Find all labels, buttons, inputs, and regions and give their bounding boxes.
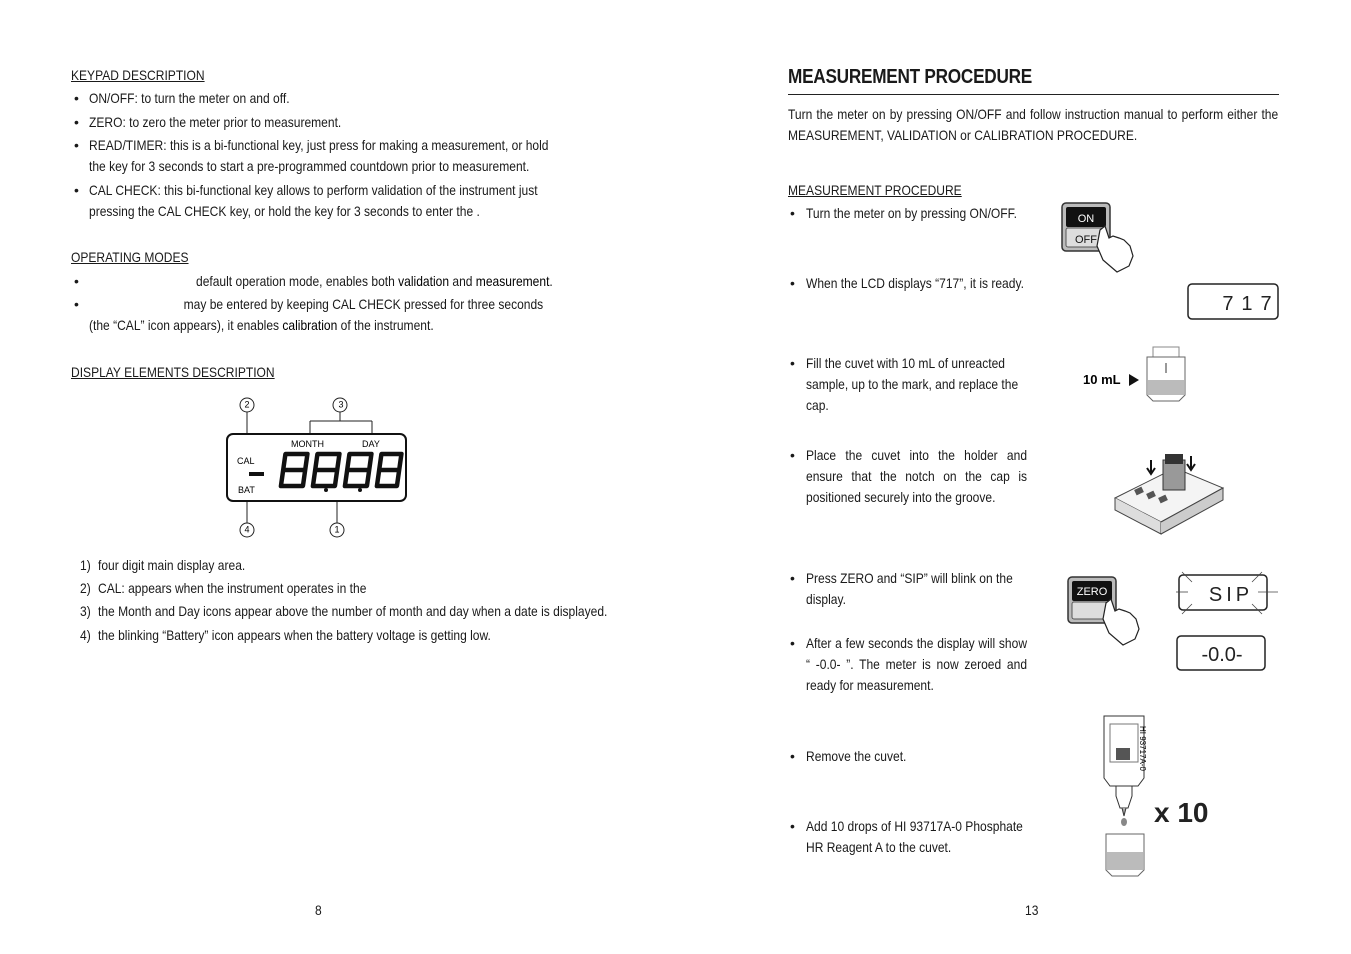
- display-item-text: CAL: appears when the instrument operates in the: [98, 580, 367, 596]
- callout-1: 1: [334, 524, 340, 535]
- bold-validation: validation: [398, 273, 450, 289]
- callout-2: 2: [244, 399, 250, 410]
- lcd-bat-label: BAT: [238, 485, 255, 495]
- page-number-left: 8: [315, 902, 322, 918]
- right-page: [676, 0, 1351, 954]
- fill-volume-label: 10 mL: [1083, 372, 1121, 387]
- bottle-label: HI 93717A-0: [1138, 726, 1147, 771]
- operating-modes-heading: OPERATING MODES: [71, 249, 189, 265]
- on-key-label: ON: [1077, 213, 1095, 225]
- mode-measurement-text: default operation mode, enables both validation and measurement.: [196, 273, 553, 289]
- bullet: •: [790, 355, 795, 371]
- callout-4: 4: [244, 524, 250, 535]
- page-title: MEASUREMENT PROCEDURE: [788, 66, 1033, 88]
- step-4-text: Place the cuvet into the holder and ensure that the notch on the cap is positioned securely into the groove.: [806, 447, 1028, 505]
- meter-holder-illustration: [1113, 448, 1225, 538]
- bullet: •: [790, 447, 795, 463]
- step-2-text: When the LCD displays “717”, it is ready.: [806, 275, 1024, 291]
- bullet: •: [74, 90, 79, 106]
- step-1-text: Turn the meter on by pressing ON/OFF.: [806, 205, 1018, 221]
- display-item-number: 4): [80, 627, 91, 643]
- step-5-text: Press ZERO and “SIP” will blink on the display.: [806, 570, 1013, 607]
- lcd-minus-segment: [249, 472, 264, 476]
- step-3-text: Fill the cuvet with 10 mL of unreacted sample, up to the mark, and replace the cap.: [806, 355, 1019, 413]
- lcd-month-label: MONTH: [291, 439, 324, 449]
- measurement-subheading: MEASUREMENT PROCEDURE: [788, 182, 962, 198]
- step-7-text: Remove the cuvet.: [806, 748, 907, 764]
- bullet: •: [790, 818, 795, 834]
- page-number-right: 13: [1025, 902, 1039, 918]
- keypad-heading: KEYPAD DESCRIPTION: [71, 67, 205, 83]
- bold-measurement: measurement: [475, 273, 550, 289]
- display-item-number: 1): [80, 557, 91, 573]
- bullet: •: [790, 570, 795, 586]
- drops-count-label: x 10: [1154, 797, 1209, 828]
- lcd-day-label: DAY: [362, 439, 380, 449]
- display-item-text: the blinking “Battery” icon appears when the battery voltage is getting low.: [98, 627, 491, 643]
- keypad-item-cal-check: CAL CHECK: this bi-functional key allows to perform validation of the instrument just pressing the CAL CHECK key, or hold the key for 3 seconds to enter the .: [89, 182, 538, 219]
- hand-pointer-icon: [1097, 226, 1133, 272]
- intro-paragraph: Turn the meter on by pressing ON/OFF and follow instruction manual to perform either the MEASUREMENT, VALIDATION or CALIBRATION PROCEDURE.: [788, 106, 1279, 143]
- bold-calibration: calibration: [282, 317, 338, 333]
- zero-key-illustration: [1066, 575, 1156, 647]
- display-elements-heading: DISPLAY ELEMENTS DESCRIPTION: [71, 364, 275, 380]
- bullet: •: [74, 182, 79, 198]
- reagent-bottle-illustration: [1096, 712, 1236, 878]
- hand-pointer-icon: [1103, 599, 1139, 645]
- display-item-number: 2): [80, 580, 91, 596]
- mode-calibration-text: may be entered by keeping CAL CHECK pressed for three seconds (the “CAL” icon appears), it enables calibration of the instrument.: [89, 296, 544, 333]
- title-rule: [788, 94, 1279, 95]
- keypad-item-zero: ZERO: to zero the meter prior to measurement.: [89, 114, 342, 130]
- keypad-item-read-timer: READ/TIMER: this is a bi-functional key, just press for making a measurement, or hold the key for 3 seconds to start a pre-programmed countdown prior to measurement.: [89, 137, 549, 174]
- bullet: •: [74, 137, 79, 153]
- lcd-zero-illustration: [1176, 635, 1268, 673]
- lcd-sip-illustration: [1176, 570, 1280, 616]
- bullet: •: [790, 748, 795, 764]
- off-key-label: OFF: [1075, 234, 1097, 246]
- callout-3: 3: [338, 399, 344, 410]
- lcd-717-text: 717: [1222, 293, 1280, 315]
- display-item-text: four digit main display area.: [98, 557, 246, 573]
- bullet: •: [790, 205, 795, 221]
- bullet: •: [790, 635, 795, 651]
- lcd-zero-text: -0.0-: [1201, 644, 1243, 666]
- bullet: •: [74, 114, 79, 130]
- cuvet-fill-illustration: [1081, 343, 1191, 403]
- display-item-text: the Month and Day icons appear above the number of month and day when a date is displayed.: [98, 603, 608, 619]
- zero-key-label: ZERO: [1076, 586, 1108, 598]
- lcd-display-diagram: [220, 393, 420, 543]
- on-off-key-illustration: [1060, 200, 1150, 276]
- bullet: •: [74, 296, 79, 312]
- step-8-text: Add 10 drops of HI 93717A-0 Phosphate HR Reagent A to the cuvet.: [806, 818, 1023, 855]
- left-page: [0, 0, 675, 954]
- keypad-item-onoff: ON/OFF: to turn the meter on and off.: [89, 90, 290, 106]
- lcd-sip-text: SIP: [1208, 584, 1254, 606]
- lcd-717-illustration: [1187, 283, 1280, 321]
- bullet: •: [74, 273, 79, 289]
- lcd-cal-label: CAL: [237, 456, 255, 466]
- display-item-number: 3): [80, 603, 91, 619]
- bullet: •: [790, 275, 795, 291]
- step-6-text: After a few seconds the display will show “ -0.0- ”. The meter is now zeroed and ready for measurement.: [806, 635, 1028, 693]
